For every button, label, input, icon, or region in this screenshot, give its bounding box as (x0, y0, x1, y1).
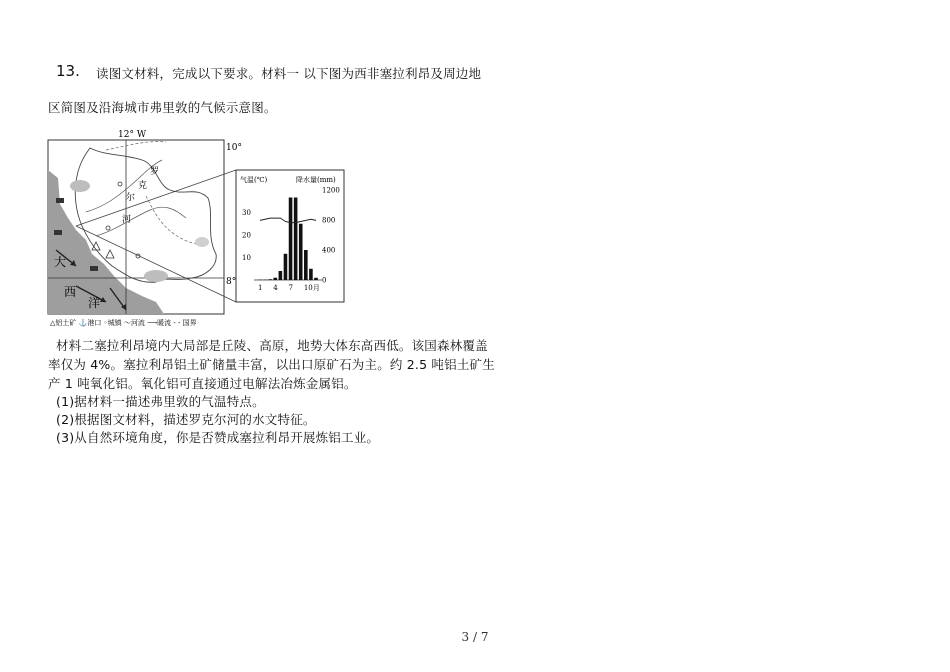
month-unit-label: 月 (312, 284, 320, 292)
precipitation-bar (289, 198, 293, 281)
subquestion-1: (1)据材料一描述弗里敦的气温特点。 (56, 394, 265, 409)
ocean-label-char-1: 大 (54, 255, 67, 269)
ocean-label-char-3: 洋 (88, 296, 101, 310)
precipitation-tick-label: 0 (322, 276, 327, 285)
material2-line-1: 材料二塞拉利昂境内大局部是丘陵、高原，地势大体东高西低。该国森林覆盖 (56, 338, 488, 353)
question-intro-line-2: 区简图及沿海城市弗里敦的气候示意图。 (48, 100, 277, 115)
material2-line-2: 率仅为 4%。塞拉利昂铝土矿储量丰富，以出口原矿石为主。约 2.5 吨铝土矿生 (48, 357, 495, 372)
ocean-label-char-2: 西 (64, 285, 77, 299)
river-name-char-2: 克 (138, 181, 148, 191)
question-number: 13. (56, 62, 80, 80)
deposit-patch (70, 180, 90, 192)
river-name-char-1: 罗 (150, 167, 160, 177)
precipitation-bar (309, 269, 313, 280)
precipitation-tick-label: 800 (322, 216, 336, 225)
month-tick-label: 1 (258, 284, 263, 292)
temperature-tick-label: 20 (242, 231, 251, 240)
map-legend: △铝土矿 ⚓港口 ◦城镇 ～河流 ⟶暖流 - - 国界 (50, 319, 197, 327)
month-tick-label: 10 (303, 284, 313, 292)
temperature-axis-label: 气温(℃) (240, 176, 268, 184)
precipitation-bar (294, 198, 298, 281)
port-marker-2 (54, 230, 62, 235)
precipitation-axis-label: 降水量(mm) (296, 176, 336, 184)
river-name-char-4: 河 (122, 215, 132, 225)
material2-line-3: 产 1 吨氧化铝。氧化铝可直接通过电解法冶炼金属铝。 (48, 376, 357, 391)
longitude-label: 12° W (118, 130, 147, 140)
month-tick-label: 7 (288, 284, 294, 292)
month-tick-label: 4 (273, 284, 278, 292)
map-figure (46, 126, 346, 330)
port-marker-3 (90, 266, 98, 271)
subquestion-3: (3)从自然环境角度，你是否赞成塞拉利昂开展炼铝工业。 (56, 430, 380, 445)
precipitation-bar (299, 224, 303, 280)
precipitation-bar (268, 279, 272, 280)
precipitation-bar (273, 278, 277, 280)
precipitation-bar (314, 278, 318, 280)
latitude-bottom-label: 8° (226, 277, 237, 287)
precipitation-bar (304, 250, 308, 280)
river-name-char-3: 尔 (126, 193, 136, 203)
question-intro-line-1: 读图文材料，完成以下要求。材料一 以下图为西非塞拉利昂及周边地 (96, 66, 482, 81)
precipitation-tick-label: 400 (322, 246, 336, 255)
deposit-patch-3 (195, 237, 209, 247)
map-svg (46, 126, 346, 330)
deposit-patch-2 (144, 270, 168, 282)
latitude-top-label: 10° (226, 143, 242, 153)
page-number: 3 / 7 (461, 630, 489, 644)
subquestion-2: (2)根据图文材料，描述罗克尔河的水文特征。 (56, 412, 316, 427)
precipitation-bar (284, 254, 288, 280)
temperature-tick-label: 10 (242, 254, 251, 262)
port-marker (56, 198, 64, 203)
precipitation-tick-label: 1200 (322, 186, 340, 195)
precipitation-bar (279, 271, 283, 280)
temperature-tick-label: 30 (242, 209, 251, 217)
